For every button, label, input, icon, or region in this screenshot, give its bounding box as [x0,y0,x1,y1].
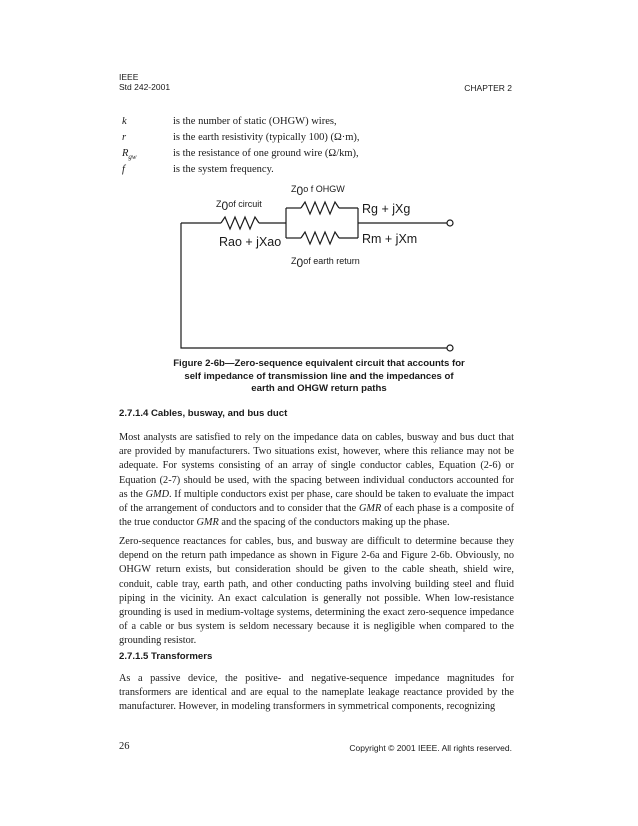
resistor-ohgw [301,202,339,214]
definition-text: is the resistance of one ground wire (Ω/km), [173,148,359,159]
terminal-bottom [447,345,453,351]
definition-row [119,148,519,164]
paragraph-transformers-1: As a passive device, the positive- and negative-sequence impedance magnitudes for transformers are identical and are equal to the nameplate leakage reactance provided by the manufacturer. However, in modeling transformers in symmetrical components, recognizing [119,673,514,713]
resistor-circuit [221,217,259,229]
label-z0-earth-return: Z0of earth return [291,256,360,270]
label-z0-circuit: Z0of circuit [216,199,262,213]
page-number: 26 [119,741,130,752]
definition-symbol: k [122,116,127,127]
definition-symbol: $R_{gw}$ [122,148,137,162]
definition-text: is the number of static (OHGW) wires, [173,116,337,127]
label-rm-jxm: Rm + jXm [362,232,418,246]
running-header-left [119,72,170,92]
figure-caption [119,358,519,396]
definition-text: is the earth resistivity (typically 100) (Ω·m), [173,132,360,143]
caption-line: self impedance of transmission line and the impedances of [184,370,454,382]
zero-sequence-circuit-diagram [0,180,638,360]
variable-definitions [119,116,519,180]
definition-symbol: f [122,164,125,175]
paragraph-cables-2: Zero-sequence reactances for cables, bus, and busway are difficult to determine because they depend on the return path impedance as shown in Figure 2-6a and Figure 2-6b. Obviously, no OHGW return exists, but consideration should be given to the cable sheath, shield wire, conduit, cable tray, earth path, and other conducting paths involving building steel and fluid piping in the vicinity. An exact calculation is generally not possible. When low-resistance grounding is used in medium-voltage systems, determining the exact zero-sequence impedance of a cable or bus system is seldom necessary because it is negligible when compared to the grounding resistor. [119,536,514,647]
definition-row [119,116,519,132]
copyright-notice: Copyright © 2001 IEEE. All rights reserved. [349,743,512,753]
header-org: IEEE [119,72,139,82]
label-rao-jxao: Rao + jXao [219,235,282,249]
section-heading-cables: 2.7.1.4 Cables, busway, and bus duct [119,408,288,419]
resistor-earth [301,232,339,244]
section-heading-transformers: 2.7.1.5 Transformers [119,651,213,662]
label-rg-jxg: Rg + jXg [362,202,411,216]
caption-line: Figure 2-6b—Zero-sequence equivalent circuit that accounts for [173,358,465,369]
header-chapter: CHAPTER 2 [464,83,512,93]
terminal-top [447,220,453,226]
definition-text: is the system frequency. [173,164,274,175]
definition-row [119,164,519,180]
definition-row [119,132,519,148]
header-standard: Std 242-2001 [119,82,171,92]
caption-line: earth and OHGW return paths [251,383,387,394]
label-z0-ohgw: Z0o f OHGW [291,184,345,198]
definition-symbol: r [122,132,127,143]
paragraph-cables-1: Most analysts are satisfied to rely on the impedance data on cables, busway and bus duct that are provided by manufacturers. Two situations exist, however, where this reliance may not be adequate. For systems consisting of an array of single conductor cables, Equation (2-6) or Equation (2-7) should be used, with the spacing between individual conductors accounted for as the GMD. If multiple conductors exist per phase, care should be taken to evaluate the impact of the arrangement of conductors and to consider that the GMR of each phase is a composite of the true conductor GMR and the spacing of the conductors making up the phase. [119,432,514,529]
